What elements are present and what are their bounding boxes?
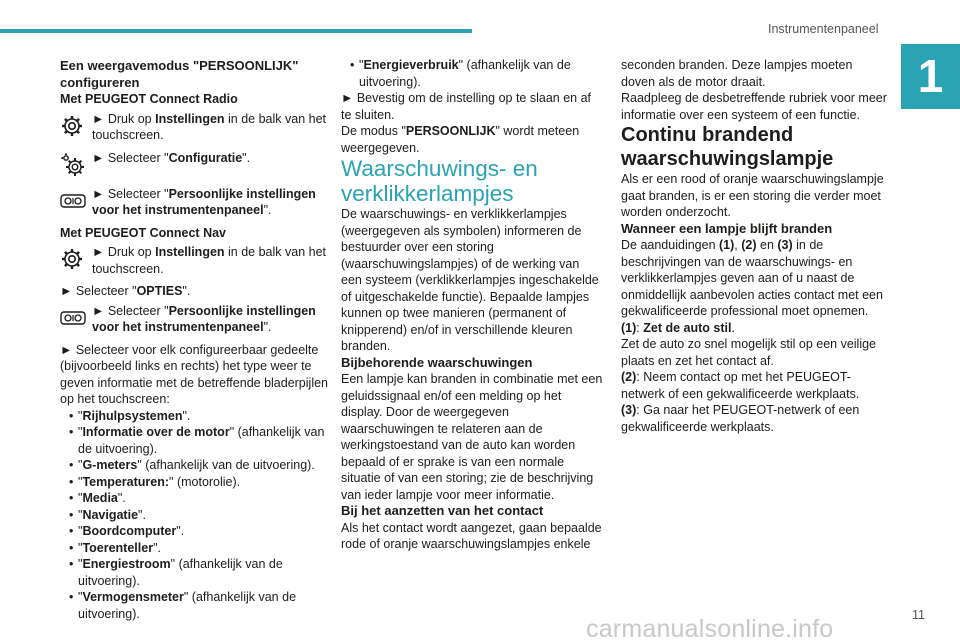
- list-item: • "Temperaturen:" (motorolie).: [69, 474, 330, 491]
- watermark: carmanualsonline.info: [586, 615, 834, 643]
- configure-heading: Een weergavemodus "PERSOONLIJK" configureren: [60, 58, 299, 90]
- header-accent-bar: [0, 29, 472, 33]
- indicator-1-text: Zet de auto zo snel mogelijk stil op een veilige plaats en zet het contact af.: [621, 337, 877, 368]
- instrument-panel-icon: [60, 303, 92, 333]
- list-item: • "Toerenteller".: [69, 540, 330, 557]
- column-3: [621, 57, 887, 435]
- indicator-3: (3): Ga naar het PEUGEOT-netwerk of een gekwalificeerde werkplaats.: [621, 403, 860, 434]
- column-1: [60, 57, 330, 622]
- list-item: • "Energiestroom" (afhankelijk van de uitvoering).: [69, 556, 330, 589]
- instrument-panel-icon: [60, 186, 92, 216]
- select-instruction: ► Selecteer voor elk configureerbaar gedeelte (bijvoorbeeld links en rechts) het type weer te geven informatie met de betreffende bladerpijlen op het touchscreen:: [60, 342, 328, 406]
- chapter-tab: 1: [901, 44, 960, 109]
- continuous-warning-paragraph: Als er een rood of oranje waarschuwingslampje gaat branden, is er een storing die verder moet worden onderzocht.: [621, 172, 884, 219]
- list-item: • "Rijhulpsystemen".: [69, 408, 330, 425]
- list-item: • "Navigatie".: [69, 507, 330, 524]
- confirm-instruction: ► Bevestig om de instelling op te slaan en af te sluiten.: [341, 91, 592, 122]
- column-2: [341, 57, 603, 553]
- nav-label: Met PEUGEOT Connect Nav: [60, 225, 226, 240]
- continuous-warning-heading: Continu brandend waarschuwingslampje: [621, 124, 834, 170]
- radio-step-2: ► Selecteer "Configuratie".: [60, 150, 330, 180]
- display-options-list-cont: [341, 57, 603, 90]
- configuration-gears-icon: [60, 150, 92, 180]
- warnings-paragraph: Een lampje kan branden in combinatie met een geluidssignaal en/of een melding op het display. Door de weergegeven waarschuwingen te relateren aan de werkingstoestand van de auto kan worden bepaald of er sprake is van een normale situatie of van een storing; zie de beschrijving van ieder lampje voor meer informatie.: [341, 372, 603, 502]
- page-number: 11: [912, 608, 925, 622]
- nav-step-1: ► Druk op Instellingen in de balk van het touchscreen.: [60, 244, 330, 277]
- subheading-warnings: Bijbehorende waarschuwingen: [341, 354, 533, 370]
- section-title: Instrumentenpaneel: [768, 22, 879, 36]
- intro-paragraph: De waarschuwings- en verklikkerlampjes (weergegeven als symbolen) informeren de bestuurder over een storing (waarschuwingslampjes) of de werking van een systeem (verklikkerlampjes ingeschakelde of uitgeschakelde functie). Bepaalde lampjes kunnen op twee manieren (permanent of knipperend) en/of in verschillende kleuren branden.: [341, 207, 599, 353]
- subheading-lamp-stays-on: Wanneer een lampje blijft branden: [621, 220, 833, 236]
- radio-step-1: ► Druk op Instellingen in de balk van het touchscreen.: [60, 111, 330, 144]
- nav-step-3: ► Selecteer "Persoonlijke instellingen voor het instrumentenpaneel".: [60, 303, 330, 336]
- settings-gear-icon: [60, 111, 92, 141]
- list-item: • "Vermogensmeter" (afhankelijk van de uitvoering).: [69, 589, 330, 622]
- ignition-paragraph-cont: seconden branden. Deze lampjes moeten doven als de motor draait.: [621, 58, 853, 89]
- list-item: • "Informatie over de motor" (afhankelijk van de uitvoering).: [69, 424, 330, 457]
- reference-paragraph: Raadpleeg de desbetreffende rubriek voor meer informatie over een systeem of een functie.: [621, 91, 887, 122]
- radio-label: Met PEUGEOT Connect Radio: [60, 92, 238, 106]
- indicators-paragraph: De aanduidingen (1), (2) en (3) in de beschrijvingen van de waarschuwings- en verklikkerlampjes geven aan of u naast de onmiddellijk aanbevolen acties contact met een gekwalificeerde professional moet opnemen.: [621, 238, 883, 318]
- section-heading: Waarschuwings- en verklikkerlampjes: [341, 156, 538, 206]
- mode-statement: De modus "PERSOONLIJK" wordt meteen weergegeven.: [341, 124, 580, 155]
- radio-step-3: ► Selecteer "Persoonlijke instellingen voor het instrumentenpaneel".: [60, 186, 330, 219]
- ignition-paragraph: Als het contact wordt aangezet, gaan bepaalde rode of oranje waarschuwingslampjes enkele: [341, 520, 602, 551]
- list-item: • "G-meters" (afhankelijk van de uitvoering).: [69, 457, 330, 474]
- subheading-ignition: Bij het aanzetten van het contact: [341, 503, 544, 518]
- nav-step-2: ► Selecteer "OPTIES".: [60, 284, 191, 298]
- list-item: • "Energieverbruik" (afhankelijk van de uitvoering).: [350, 57, 603, 90]
- list-item: • "Boordcomputer".: [69, 523, 330, 540]
- indicator-1: (1): Zet de auto stil.: [621, 320, 735, 335]
- settings-gear-icon: [60, 244, 92, 274]
- display-options-list: [60, 408, 330, 623]
- indicator-2: (2): Neem contact op met het PEUGEOT-netwerk of een gekwalificeerde werkplaats.: [621, 370, 860, 401]
- list-item: • "Media".: [69, 490, 330, 507]
